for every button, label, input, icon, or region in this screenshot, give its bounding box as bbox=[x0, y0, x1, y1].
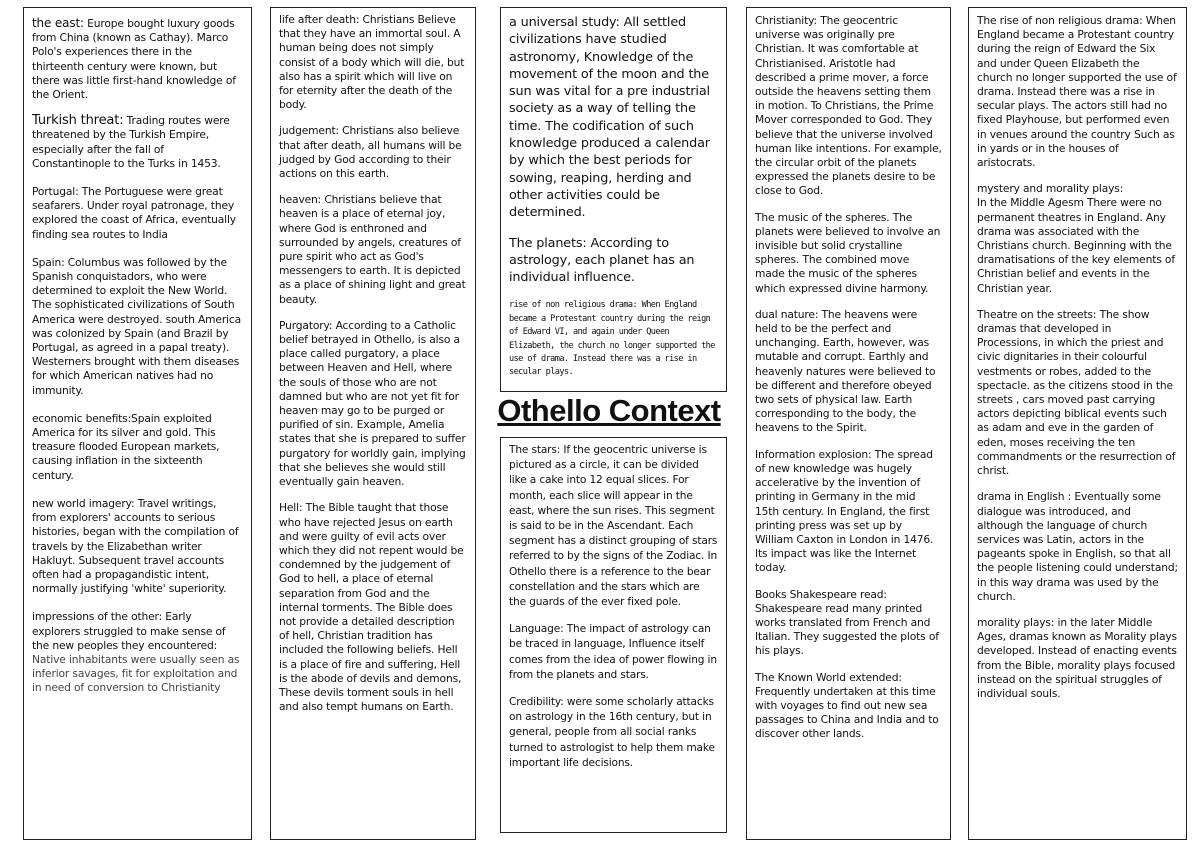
para-text: Europe bought luxury goods from China (known as Cathay). Marco Polo's experiences there in the thirteenth century were known, but there was little first-hand knowledge of the Orient. bbox=[32, 17, 236, 102]
para-planets: The planets: According to astrology, each planet has an individual influence. bbox=[509, 235, 695, 286]
para-the-east bbox=[32, 16, 243, 102]
para-head: Turkish threat: bbox=[32, 113, 124, 129]
panel-exploration bbox=[23, 7, 252, 840]
panel-religion bbox=[270, 7, 476, 840]
para-turkish-threat bbox=[32, 114, 243, 171]
para-theatre-streets: Theatre on the streets: The show dramas that developed in Processions, in which the priest and civic dignitaries in their colourful vestments or robes, added to the spectacle. as the citizens stood in the streets , cars moved past carrying actors depicting biblical events such as adam and eve in the garden of eden, moses receiving the ten commandments or the resurrection of christ. bbox=[977, 307, 1176, 478]
para-universal-study: a universal study: All settled civilizations have studied astronomy, Knowledge of the movement of the moon and the sun was vital for a pre industrial society as a way of telling the time. The codification of such knowledge produced a calendar by which the best periods for sowing, reaping, herding and other activities could be determined. bbox=[509, 15, 710, 221]
para-information-explosion: Information explosion: The spread of new knowledge was hugely accelerative by the invention of printing in Germany in the mid 15th century. In England, the first printing press was set up by William Caxton in London in 1476. Its impact was like the Internet today. bbox=[755, 447, 934, 575]
para-hell: Hell: The Bible taught that those who have rejected Jesus on earth and were guilty of evil acts over which they did not repent would be condemned by the judgement of God to hell, a place of eternal separation from God and the internal torments. The Bible does not provide a detailed description of hell, Christian tradition has included the following beliefs. Hell is a place of fire and suffering, Hell is the abode of devils and demons, These devils torment souls in hell and also tempt humans on Earth. bbox=[279, 501, 464, 714]
para-judgement: judgement: Christians also believe that after death, all humans will be judged by God according to their actions on this earth. bbox=[279, 124, 462, 181]
para-mystery-morality: mystery and morality plays: In the Middle Agesm There were no permanent theatres in England. Any drama was associated with the Christians church. Beginning with the dramatisations of the key elements of Christian belief and events in the Christian year. bbox=[977, 182, 1175, 295]
para-christianity: Christianity: The geocentric universe was originally pre Christian. It was comfortable at Christianised. Aristotle had described a prime mover, a force outside the heavens setting them in motion. To Christians, the Prime Mover corresponded to God. They believe that the universe involved human like intentions. For example, the circular orbit of the planets expressed the planets desire to be close to God. bbox=[755, 14, 942, 198]
page-title: Othello Context bbox=[497, 393, 721, 428]
para-music-spheres: The music of the spheres. The planets were believed to involve an invisible but solid crystalline spheres. The combined move made the music of the spheres which expressed divine harmony. bbox=[755, 210, 941, 295]
panel-astronomy bbox=[500, 7, 727, 392]
para-new-world-imagery: new world imagery: Travel writings, from explorers' accounts to serious histories, began with the compilation of travels by the Elizabethan writer Hakluyt. Subsequent travel accounts often had a propagandistic intent, normally justifying 'white' superiority. bbox=[32, 496, 239, 596]
para-spain: Spain: Columbus was followed by the Spanish conquistadors, who were determined to exploit the New World. The sophisticated civilizations of South America were destroyed. south America was colonized by Spain (and Brazil by Portugal, as agreed in a papal treaty). Westerners brought with them diseases for which American natives had no immunity. bbox=[32, 255, 242, 397]
para-drama-english: drama in English : Eventually some dialogue was introduced, and although the language of church services was Latin, actors in the pageants spoke in English, so that all the people listening could understand; in this way drama was used by the church. bbox=[977, 490, 1178, 603]
para-rise-drama: The rise of non religious drama: When England became a Protestant country during the reign of Edward the Six and under Queen Elizabeth the church no longer supported the use of drama. Instead there was a rise in secular plays. The actors still had no fixed Playhouse, but performed even in venues around the country Such as in yards or in the houses of aristocrats. bbox=[977, 14, 1177, 170]
para-morality-plays: morality plays: in the later Middle Ages, dramas known as Morality plays developed. Instead of enacting events from the Bible, morality plays focused instead on the spiritual struggles of individual souls. bbox=[977, 615, 1177, 700]
para-economic-benefits: economic benefits:Spain exploited America for its silver and gold. This treasure flooded European markets, causing inflation in the sixteenth century. bbox=[32, 411, 220, 482]
panel-astrology bbox=[500, 437, 727, 833]
panel-cosmos-knowledge bbox=[746, 7, 951, 840]
para-language: Language: The impact of astrology can be traced in language, Influence itself comes from the idea of power flowing in from the planets and stars. bbox=[509, 623, 717, 681]
para-life-after-death: life after death: Christians Believe that they have an immortal soul. A human being does not simply consist of a body which will die, but also has a spirit which will live on for eternity after the death of the body. bbox=[279, 13, 465, 112]
panel-drama bbox=[968, 7, 1187, 840]
para-credibility: Credibility: were some scholarly attacks on astrology in the 16th century, but in general, people from all social ranks turned to astrologist to help them make important life decisions. bbox=[509, 696, 715, 769]
para-known-world: The Known World extended: Frequently undertaken at this time with voyages to find out new sea passages to China and India and to discover other lands. bbox=[755, 670, 939, 741]
para-text-extra: Native inhabitants were usually seen as inferior savages, fit for exploitation and in need of conversion to Christianity bbox=[32, 652, 240, 695]
para-head: the east: bbox=[32, 16, 84, 30]
para-heaven: heaven: Christians believe that heaven is a place of eternal joy, where God is enthroned and surrounded by angels, creatures of pure spirit who act as God's messengers to earth. It is depicted as a place of shining light and great beauty. bbox=[279, 193, 466, 306]
para-text: Trading routes were threatened by the Turkish Empire, especially after the fall of Constantinople to the Turks in 1453. bbox=[32, 114, 230, 170]
para-portugal: Portugal: The Portuguese were great seafarers. Under royal patronage, they explored the coast of Africa, eventually finding sea routes to India bbox=[32, 185, 236, 241]
para-text: impressions of the other: Early explorers struggled to make sense of the new peoples they encountered: bbox=[32, 610, 226, 652]
para-impressions bbox=[32, 610, 243, 695]
para-rise-non-religious-drama: rise of non religious drama: When England became a Protestant country during the reign of Edward VI, and again under Queen Elizabeth, the church no longer supported the use of drama. Instead there was a rise in secular plays. bbox=[509, 300, 715, 378]
para-dual-nature: dual nature: The heavens were held to be the perfect and unchanging. Earth, however, was mutable and corrupt. Earthly and heavenly natures were believed to be different and therefore obeyed two sets of physical law. Earth corresponding to the body, the heavens to the Spirit. bbox=[755, 307, 936, 435]
para-books-shakespeare: Books Shakespeare read: Shakespeare read many printed works translated from French and Italian. They suggested the plots of his plays. bbox=[755, 587, 939, 658]
para-purgatory: Purgatory: According to a Catholic belief betrayed in Othello, is also a place called purgatory, a place between Heaven and Hell, where the souls of those who are not damned but who are not yet fit for heaven may go to be purged or purified of sin. Example, Amelia states that she is prepared to suffer purgatory for worldly gain, implying that she believes she would still eventually gain heaven. bbox=[279, 318, 466, 489]
para-stars: The stars: If the geocentric universe is pictured as a circle, it can be divided like a cake into 12 equal slices. For month, each slice will appear in the east, where the sun rises. This segment is said to be in the Ascendant. Each segment has a distinct grouping of stars referred to by the signs of the Zodiac. In Othello there is a reference to the bear constellation and the stars which are the guards of the ever fixed pole. bbox=[509, 444, 718, 609]
